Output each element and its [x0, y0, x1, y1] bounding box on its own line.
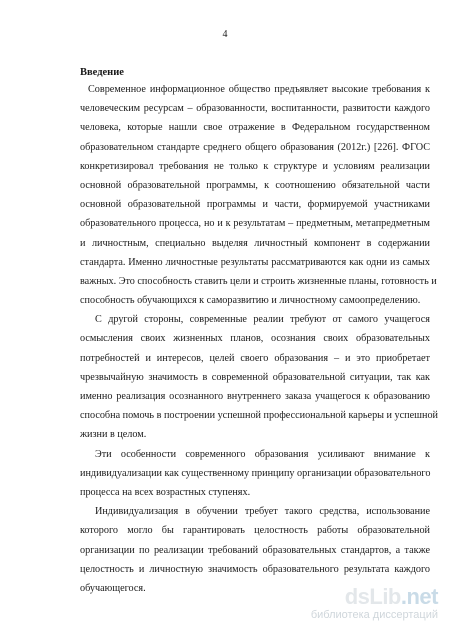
page-number: 4	[222, 29, 228, 40]
text-line: образовательного процесса, но и к результатам – предметным, метапредметным	[80, 218, 430, 230]
text-line: важных. Это способность ставить цели и строить жизненные планы, готовность и	[80, 275, 437, 287]
text-line: потребностей и интересов, целей своего образования – и это приобретает	[80, 352, 430, 364]
text-line: осмысления своих жизненных планов, осознания своих образовательных	[80, 333, 430, 345]
section-heading: Введение	[80, 67, 124, 78]
text-line: человека, которые нашли свое отражение в Федеральном государственном	[80, 122, 430, 134]
text-line: которого могло бы гарантировать целостность работы образовательной	[80, 525, 430, 537]
text-line: способность обучающихся к саморазвитию и личностному самоопределению.	[80, 295, 421, 307]
text-line: Индивидуализация в обучении требует такого средства, использование	[95, 506, 430, 518]
text-line: организации по реализации требований образовательных стандартов, а также	[80, 544, 430, 556]
text-line: конкретизировал требования не только к структуре и условиям реализации	[80, 160, 430, 172]
text-line: процесса на всех возрастных ступенях.	[80, 486, 251, 498]
watermark-logo	[311, 585, 438, 609]
text-line: целостность и личностную значимость образовательного результата каждого	[80, 563, 430, 575]
watermark	[311, 585, 438, 622]
watermark-logo-main: dsLib	[344, 584, 401, 609]
text-line: образовательном стандарте среднего общего образования (2012г.) [226]. ФГОС	[80, 141, 430, 153]
text-line: жизни в целом.	[80, 429, 147, 441]
text-line: основной образовательной программы, к соотношению обязательной части	[80, 179, 430, 191]
text-line: обучающегося.	[80, 582, 146, 594]
text-line: чрезвычайную значимость в современной образовательной ситуации, так как	[80, 371, 430, 383]
text-line: основной образовательной программы и части, формируемой участниками	[80, 199, 430, 211]
text-line: С другой стороны, современные реалии требуют от самого учащегося	[95, 314, 430, 326]
text-line: способна помочь в построении успешной профессиональной карьеры и успешной	[80, 410, 438, 422]
text-line: Современное информационное общество предъявляет высокие требования к	[88, 84, 430, 95]
text-line: индивидуализации как существенному принципу организации образовательного	[80, 467, 431, 479]
text-line: стандарта. Именно личностные результаты рассматриваются как одни из самых	[80, 256, 430, 268]
text-line: Эти особенности современного образования усиливают внимание к	[95, 448, 430, 460]
watermark-subtitle: библиотека диссертаций	[310, 609, 438, 621]
text-line: и личностным, специально выделяя личностный компонент в содержании	[80, 237, 430, 249]
watermark-logo-suffix: .net	[400, 584, 438, 609]
text-line: человеческим ресурсам – образованности, воспитанности, развитости каждого	[80, 103, 430, 115]
text-line: именно реализация осознанного внутреннего заказа учащегося к образованию	[80, 391, 430, 402]
